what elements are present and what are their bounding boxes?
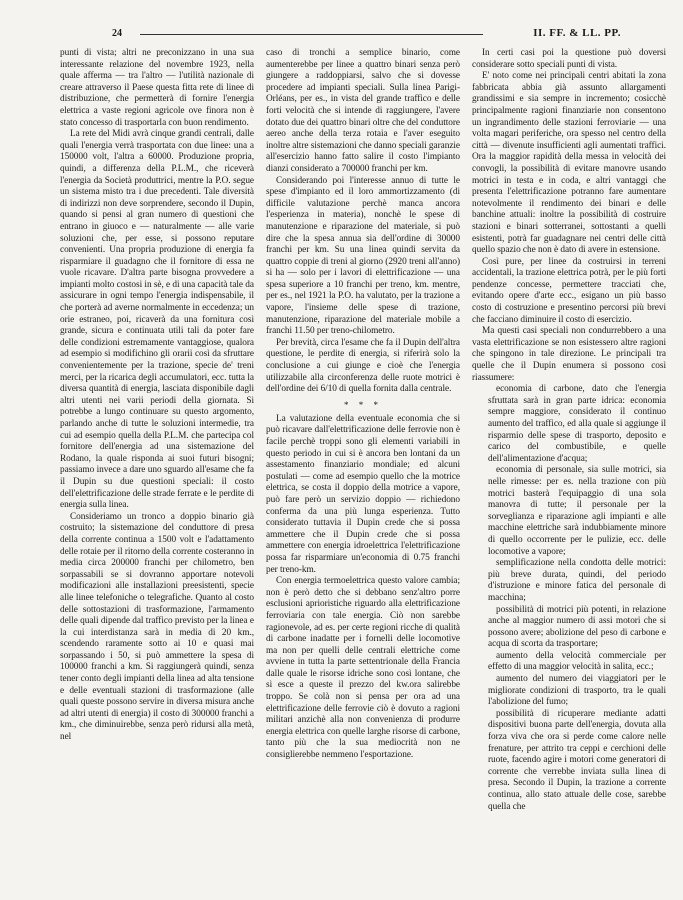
paragraph: aumento della velocità commerciale per effetto di una maggior velocità in salita, ecc.;: [488, 650, 666, 673]
paragraph: economia di carbone, dato che l'energia sfruttata sarà in gran parte idrica: economia sempre maggiore, considerato il continuo aumento del traffico, ed alla quale si aggiunge il risparmio delle spese di trasporto, deposito e carico del combustibile, e quelle dell'alimentazione d'acqua;: [488, 384, 666, 464]
column-middle: [266, 48, 460, 888]
header-rule: [140, 34, 483, 35]
article-body: [60, 48, 666, 888]
paragraph: aumento del numero dei viaggiatori per le migliorate condizioni di trasporto, tra le quali l'abolizione del fumo;: [488, 674, 666, 708]
paragraph: economia di personale, sia sulle motrici, sia nelle rimesse: per es. nella trazione con più motrici basterà l'equipaggio di una sola manovra di tutte; il personale per la sorveglianza e riparazione agli impianti e alle macchine elettriche sarà indubbiamente minore di quello occorrente per le pulizie, ecc. delle locomotive a vapore;: [488, 465, 666, 557]
paragraph: Consideriamo un tronco a doppio binario già costruito; la sistemazione del conduttore di presa della corrente continua a 1500 volt e l'adattamento delle rotaie per il ritorno della corrente costeranno in media circa 200000 franchi per chilometro, ben sorpassabili se si dovranno apportare notevoli modificazioni alle installazioni preesistenti, specie alle linee telefoniche o telegrafiche. Quanto al costo delle sottostazioni di trasformazione, l'armamento delle quali dipende dal traffico previsto per la linea e la cui interdistanza sarà in media di 20 km., scendendo raramente sotto ai 10 e quasi mai sorpassando i 50, si può ammettere la spesa di 100000 franchi a km. Si raggiungerà quindi, senza tener conto degli impianti della linea ad alta tensione e delle eventuali stazioni di trasformazione (alle quali queste possono servire in diversa misura anche ad altri utenti di energia) il costo di 300000 franchi a km., che diminuirebbe, senza però ridursi alla metà, nel: [60, 511, 254, 743]
paragraph: Considerando poi l'interesse annuo di tutte le spese d'impianto ed il loro ammortizzamento (di difficile valutazione perchè manca ancora l'esperienza in materia), nonchè le spese di manutenzione e riparazione del materiale, si può dire che la spesa annua sia dell'ordine di 30000 franchi per km. Su una linea quindi servita da quattro coppie di treni al giorno (2920 treni all'anno) si ha — solo per i lavori di elettrificazione — una spesa superiore a 10 franchi per treno, km. mentre, per es., nel 1921 la P.O. ha valutato, per la trazione a vapore, l'insieme delle spese di trazione, manutenzione, riparazione del materiale mobile a franchi 11.50 per treno-chilometro.: [266, 175, 460, 337]
paragraph: La valutazione della eventuale economia che si può ricavare dall'elettrificazione delle ferrovie non è facile perchè troppi sono gli elementi variabili in questo periodo in cui si è ancora ben lontani da un assestamento finanziario mondiale; ed alcuni postulati — come ad esempio quello che la motrice elettrica, se costa il doppio della motrice a vapore, può fare però un servizio doppio — richiedono conferma da una più lunga esperienza. Tutto considerato tuttavia il Dupin crede che si possa ammettere che il Dupin crede che si possa ammettere con energia idroelettrica l'elettrificazione possa far risparmiare un'economia di 0.75 franchi per treno-km.: [266, 413, 460, 575]
page-header: [60, 28, 623, 46]
paragraph: La rete del Midi avrà cinque grandi centrali, dalle quali l'energia verrà trasportata con due linee: una a 150000 volt, l'altra a 60000. Produzione propria, quindi, a differenza della P.L.M., che riceverà l'energia da Società produttrici, mentre la P.O. segue un sistema misto tra i due precedenti. Tale diversità di indirizzi non deve sorprendere, secondo il Dupin, quando si pensi al gran numero di questioni che entrano in giuoco e — naturalmente — alle varie soluzioni che, per esse, si possono reputare convenienti. Una propria produzione di energia fa risparmiare il guadagno che il fornitore di essa ne vuole ricavare. D'altra parte bisogna provvedere a impianti molto costosi in sè, e di una capacità tale da assicurare in ogni tempo l'energia indispensabile, il che porterà ad averne normalmente in eccedenza; un orie estraneo, poi, ricaverà da una fornitura così grande, sicura e continuata utili tali da poter fare delle condizioni estremamente vantaggiose, qualora ad esempio si modifichino gli orarii così da sfruttare convenientemente per la trazione, specie de' treni merci, per la ricarica degli accumulatori, ecc. tutta la diversa quantità di energia, lasciata disponibile dagli altri utenti nei varii periodi della giornata. Si potrebbe a lungo continuare su questo argomento, parlando anche di tutte le soluzioni intermedie, tra cui ad esempio quella della P.L.M. che partecipa col fornitore dell'energia ad una sistemazione del Rodano, la quale risponda ai suoi futuri bisogni; passiamo invece a dare uno sguardo all'esame che fa il Dupin su due questioni speciali: il costo dell'elettrificazione delle strade ferrate e le perdite di energia sulla linea.: [60, 129, 254, 511]
column-right: [472, 48, 666, 888]
column-left: [60, 48, 254, 888]
paragraph: In certi casi poi la questione può doversi considerare sotto speciali punti di vista.: [472, 48, 666, 70]
paragraph: E' noto come nei principali centri abitati la zona fabbricata abbia già assunto allargamenti grandissimi e sia sempre in incremento; cosicchè principalmente ragioni finanziarie non consentono un ingrandimento delle stazioni ferroviarie — una volta magari periferiche, ora spesso nel centro della città — divenute insufficienti agli aumentati traffici. Ora la maggior rapidità della messa in velocità dei convogli, la possibilità di evitare manovre usando motrici in testa e in coda, e altri vantaggi che presenta l'elettrificazione potranno fare aumentare notevolmente il rendimento dei binari e delle banchine attuali: inoltre la possibilità di costruire stazioni e binari sotterranei, sottostanti a quelli esistenti, potrà far guadagnare nei centri delle città quello spazio che non è dato di avere in estensione.: [472, 71, 666, 256]
paragraph: semplificazione nella condotta delle motrici: più breve durata, quindi, del periodo d'istruzione e minore fatica del personale di macchina;: [488, 558, 666, 603]
paragraph: possibilità di motrici più potenti, in relazione anche al maggior numero di assi motori che si possono avere; abolizione del peso di carbone e acqua di scorta da trasportare;: [488, 604, 666, 650]
journal-title: II. FF. & LL. PP.: [533, 27, 621, 39]
paragraph: Per brevità, circa l'esame che fa il Dupin dell'altra questione, le perdite di energia, si riferirà solo la conclusione a cui giunge e cioè che l'energia utilizzabile alla circonferenza delle ruote motrici è dell'ordine dei 6/10 di quella fornita dalla centrale.: [266, 337, 460, 395]
page-number: 24: [112, 28, 122, 39]
paragraph: caso di tronchi a semplice binario, come aumenterebbe per linee a quattro binari senza però giungere a raddoppiarsi, salvo che si dovesse procedere ad impianti speciali. Sulla linea Parigi-Orléans, per es., in vista del grande traffico e delle forti velocità che si intende di raggiungere, l'avere dotato due dei quattro binari oltre che del conduttore aereo anche della terza rotaia e l'aver eseguito inoltre altre sistemazioni che danno speciali garanzie all'esercizio hanno fatto salire il costo l'impianto dianzi considerato a 700000 franchi per km.: [266, 48, 460, 174]
paragraph: punti di vista; altri ne preconizzano in una sua interessante relazione del novembre 1923, nella quale afferma — tra l'altro — l'utilità nazionale di creare attraverso il Paese questa fitta rete di linee di distribuzione, che permetterà di fornire l'energia elettrica a vaste regioni agricole ove finora non è stato concesso di trasportarla con buon rendimento.: [60, 48, 254, 128]
section-divider: * * *: [344, 399, 382, 410]
paragraph: Ma questi casi speciali non condurrebbero a una vasta elettrificazione se non esistessero altre ragioni che spingono in tale direzione. Le principali tra quelle che il Dupin enumera si possono così riassumere:: [472, 326, 666, 383]
paragraph: Con energia termoelettrica questo valore cambia; non è però detto che si debbano senz'altro porre esclusioni aprioristiche riguardo alla elettrificazione ferroviaria con tale energia. Ciò non sarebbe ragionevole, ad es. per certe regioni ricche di qualità di carbone inadatte per i fornelli delle locomotive ma non per quelli delle centrali elettriche come avviene in tutta la parte settentrionale della Francia dalle quale le risorse idriche sono così lontane, che sì esce a queste il prezzo del kw.ora salirebbe troppo. Se colà non si pensa per ora ad una elettrificazione delle ferrovie ciò è dovuto a ragioni militari anzichè alla non convenienza di produrre energia elettrica con quelle larghe risorse di carbone, tanto più che la sua mediocrità non ne consiglierebbe nemmeno l'esportazione.: [266, 576, 460, 761]
paragraph: possibilità di ricuperare mediante adatti dispositivi buona parte dell'energia, dovuta alla forza viva che ora si perde come calore nelle frenature, per attrito tra ceppi e cerchioni delle ruote, facendo agire i motori come generatori di corrente che verrebbe inviata sulla linea di presa. Secondo il Dupin, la trazione a corrente continua, allo stato attuale delle cose, sarebbe quella che: [488, 708, 666, 812]
paragraph: Così pure, per linee da costruirsi in terreni accidentali, la trazione elettrica potrà, per le più forti pendenze concesse, permettere tracciati che, evitando opere d'arte ecc., esigano un più basso costo di costruzione e presentino percorsi più brevi che facciano diminuire il costo di esercizio.: [472, 256, 666, 325]
